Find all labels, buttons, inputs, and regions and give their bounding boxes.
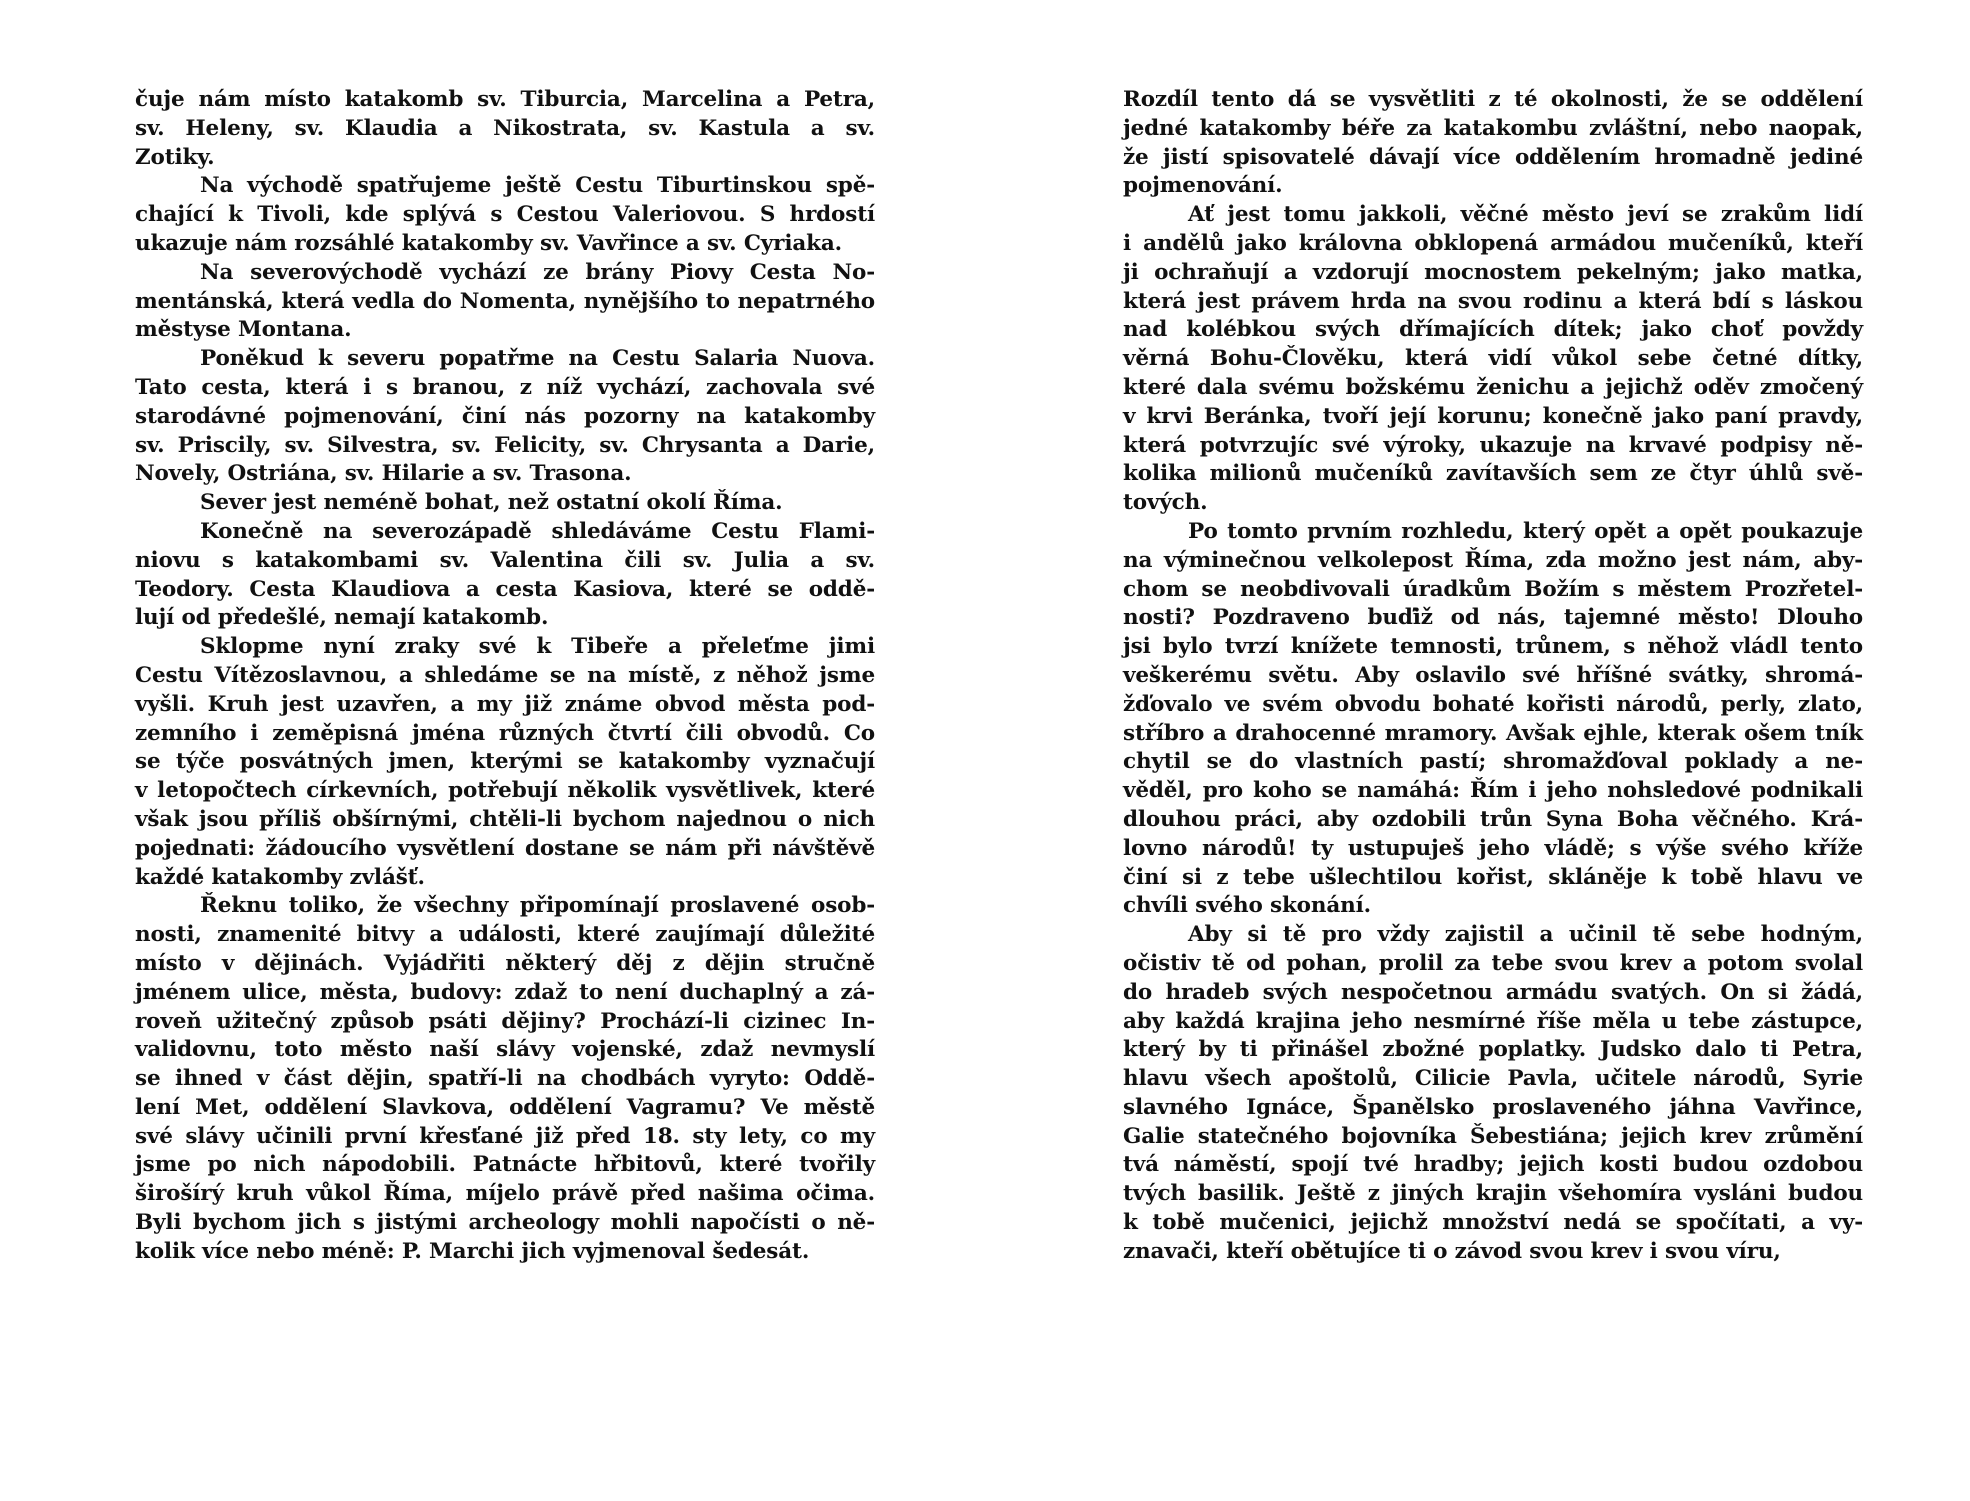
text-line: Ať jest tomu jakkoli, věčné město jeví se zrakům lidí	[1188, 202, 1863, 228]
text-line: pojmenování.	[1123, 173, 1283, 199]
text-line: Po tomto prvním rozhledu, který opět a opět poukazuje	[1188, 518, 1863, 544]
text-line: i andělů jako královna obklopená armádou mučeníků, kteří	[1123, 230, 1863, 256]
text-line: do hradeb svých nespočetnou armádu svatých. On si žádá,	[1123, 979, 1863, 1005]
text-line: mentánská, která vedla do Nomenta, nynějšího to nepatrného	[135, 288, 875, 314]
text-line: který by ti přinášel zbožné poplatky. Judsko dalo ti Petra,	[1123, 1037, 1863, 1063]
text-line: na výminečnou velkolepost Říma, zda možno jest nám, aby-	[1123, 547, 1863, 573]
text-line: čuje nám místo katakomb sv. Tiburcia, Marcelina a Petra,	[135, 87, 875, 112]
text-line: chom se neobdivovali úradkům Božím s městem Prozřetel-	[1123, 576, 1863, 602]
text-line: v krvi Beránka, tvoří její korunu; konečně jako paní pravdy,	[1123, 403, 1863, 429]
text-line: místo v dějinách. Vyjádřiti některý děj z dějin stručně	[135, 950, 875, 976]
text-line: starodávné pojmenování, činí nás pozorny na katakomby	[135, 403, 875, 429]
text-line: tvých basilik. Ještě z jiných krajin všehomíra vysláni budou	[1123, 1181, 1863, 1207]
text-line: Poněkud k severu popatřme na Cestu Salaria Nuova.	[200, 346, 875, 372]
text-line: roveň užitečný způsob psáti dějiny? Prochází-li cizinec In-	[135, 1008, 875, 1034]
text-line: veškerému světu. Aby oslavilo své hříšné svátky, shromá-	[1123, 662, 1863, 688]
text-line: která potvrzujíc své výroky, ukazuje na krvavé podpisy ně-	[1123, 432, 1863, 458]
text-line: slavného Ignáce, Španělsko proslaveného jáhna Vavřince,	[1123, 1094, 1863, 1120]
text-line: Zotiky.	[135, 144, 215, 170]
text-line: k tobě mučenici, jejichž množství nedá se spočítati, a vy-	[1123, 1210, 1863, 1236]
text-line: chytil se do vlastních pastí; shromažďoval poklady a ne-	[1123, 749, 1863, 775]
text-line: Sever jest neméně bohat, než ostatní okolí Říma.	[200, 490, 783, 516]
text-line: činí si z tebe ušlechtilou kořist, skláněje k tobě hlavu ve	[1123, 864, 1863, 890]
text-line: znavači, kteří obětujíce ti o závod svou krev i svou víru,	[1123, 1238, 1781, 1264]
text-line: v letopočtech církevních, potřebují několik vysvětlivek, které	[135, 778, 875, 804]
text-line: žďovalo ve svém obvodu bohaté kořisti národů, perly, zlato,	[1123, 691, 1863, 717]
text-line: širošírý kruh vůkol Říma, míjelo právě před našima očima.	[135, 1181, 875, 1207]
text-line: Cestu Vítězoslavnou, a shledáme se na místě, z něhož jsme	[135, 662, 875, 688]
text-line: Galie statečného bojovníka Šebestiána; jejich krev zrůmění	[1123, 1123, 1863, 1149]
text-line: které dala svému božskému ženichu a jejichž oděv zmočený	[1123, 374, 1863, 400]
text-line: kolik více nebo méně: P. Marchi jich vyjmenoval šedesát.	[135, 1238, 810, 1264]
text-line: své slávy učinili první křesťané již před 18. sty lety, co my	[135, 1123, 875, 1149]
text-line: každé katakomby zvlášť.	[135, 864, 425, 890]
text-line: že jistí spisovatelé dávají více oddělením hromadně jediné	[1123, 144, 1863, 170]
text-line: nosti? Pozdraveno buďiž od nás, tajemné město! Dlouho	[1123, 605, 1863, 631]
text-line: Novely, Ostriána, sv. Hilarie a sv. Trasona.	[135, 461, 632, 487]
text-line: Řeknu toliko, že všechny připomínají proslavené osob-	[200, 893, 875, 919]
text-line: ji ochraňují a vzdorují mocnostem pekelným; jako matka,	[1123, 259, 1863, 285]
text-line: chající k Tivoli, kde splývá s Cestou Valeriovou. S hrdostí	[135, 202, 875, 228]
text-line: lovno národů! ty ustupuješ jeho vládě; s výše svého kříže	[1123, 835, 1863, 861]
text-line: ukazuje nám rozsáhlé katakomby sv. Vavřince a sv. Cyriaka.	[135, 230, 842, 256]
text-line: lení Met, oddělení Slavkova, oddělení Vagramu? Ve městě	[135, 1094, 875, 1120]
text-line: se týče posvátných jmen, kterými se katakomby vyznačují	[135, 749, 875, 775]
text-line: však jsou příliš obšírnými, chtěli-li bychom najednou o nich	[135, 806, 875, 832]
text-line: kolika milionů mučeníků zavítavších sem ze čtyr úhlů svě-	[1123, 461, 1863, 487]
text-line: hlavu všech apoštolů, Cilicie Pavla, učitele národů, Syrie	[1123, 1066, 1863, 1092]
text-line: Konečně na severozápadě shledáváme Cestu Flami-	[200, 518, 875, 544]
text-line: Aby si tě pro vždy zajistil a učinil tě sebe hodným,	[1188, 922, 1863, 948]
text-line: lují od předešlé, nemají katakomb.	[135, 605, 549, 631]
left-page	[135, 86, 875, 1267]
text-line: pojednati: žádoucího vysvětlení dostane se nám při návštěvě	[135, 835, 875, 861]
text-line: jménem ulice, města, budovy: zdaž to není duchaplný a zá-	[135, 979, 875, 1005]
right-page	[1123, 86, 1863, 1267]
text-line: zemního i zeměpisná jména různých čtvrtí čili obvodů. Co	[135, 720, 875, 746]
text-line: se ihned v část dějin, spatří-li na chodbách vyryto: Oddě-	[135, 1066, 875, 1092]
text-line: dlouhou práci, aby ozdobili trůn Syna Boha věčného. Krá-	[1123, 806, 1863, 832]
text-line: tvá náměstí, spojí tvé hradby; jejich kosti budou ozdobou	[1123, 1152, 1863, 1178]
text-line: městyse Montana.	[135, 317, 352, 343]
text-line: jsi bylo tvrzí knížete temnosti, trůnem, s něhož vládl tento	[1123, 634, 1863, 660]
text-line: Tato cesta, která i s branou, z níž vychází, zachovala své	[135, 374, 875, 400]
text-line: jsme po nich nápodobili. Patnácte hřbitovů, které tvořily	[135, 1152, 875, 1178]
text-line: Na severovýchodě vychází ze brány Piovy Cesta No-	[200, 259, 875, 285]
text-line: Rozdíl tento dá se vysvětliti z té okolnosti, že se oddělení	[1123, 87, 1863, 112]
text-line: očistiv tě od pohan, prolil za tebe svou krev a potom svolal	[1123, 950, 1863, 976]
text-line: Na východě spatřujeme ještě Cestu Tiburtinskou spě-	[200, 173, 875, 199]
text-line: validovnu, toto město naší slávy vojenské, zdaž nevmyslí	[135, 1037, 875, 1063]
text-line: chvíli svého skonání.	[1123, 893, 1371, 919]
text-line: niovu s katakombami sv. Valentina čili sv. Julia a sv.	[135, 547, 875, 573]
text-line: vyšli. Kruh jest uzavřen, a my již známe obvod města pod-	[135, 691, 875, 717]
text-line: věrná Bohu-Člověku, která vidí vůkol sebe četné dítky,	[1123, 346, 1863, 372]
text-line: sv. Priscily, sv. Silvestra, sv. Felicity, sv. Chrysanta a Darie,	[135, 432, 875, 458]
text-line: Sklopme nyní zraky své k Tibeře a přeleťme jimi	[200, 634, 875, 660]
text-line: Byli bychom jich s jistými archeology mohli napočísti o ně-	[135, 1210, 875, 1236]
text-line: nosti, znamenité bitvy a události, které zaujímají důležité	[135, 922, 875, 948]
text-line: věděl, pro koho se namáhá: Řím i jeho nohsledové podnikali	[1123, 778, 1863, 804]
text-line: nad kolébkou svých dřímajících dítek; jako choť povždy	[1123, 317, 1863, 343]
text-line: Teodory. Cesta Klaudiova a cesta Kasiova, které se oddě-	[135, 576, 875, 602]
text-line: která jest právem hrda na svou rodinu a která bdí s láskou	[1123, 288, 1863, 314]
text-line: aby každá krajina jeho nesmírné říše měla u tebe zástupce,	[1123, 1008, 1863, 1034]
text-line: stříbro a drahocenné mramory. Avšak ejhle, kterak ošem tník	[1123, 720, 1863, 746]
text-line: sv. Heleny, sv. Klaudia a Nikostrata, sv. Kastula a sv.	[135, 115, 875, 141]
text-line: tových.	[1123, 490, 1208, 516]
text-line: jedné katakomby béře za katakombu zvláštní, nebo naopak,	[1123, 115, 1863, 141]
